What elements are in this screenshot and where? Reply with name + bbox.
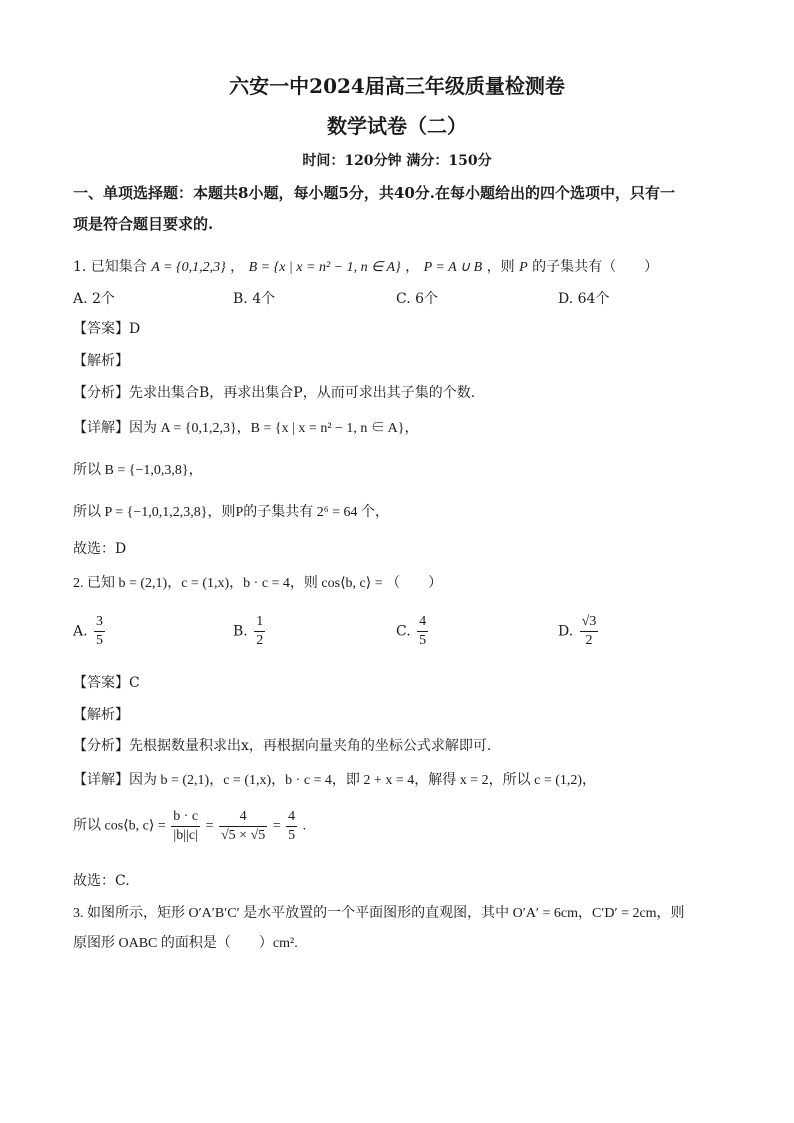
q2-answer-value: C bbox=[129, 675, 140, 691]
q1-detail-2: 所以 B = {−1,0,3,8}， bbox=[73, 463, 203, 478]
q1-detail-1 bbox=[73, 417, 418, 437]
q2-analysis-tag: 【解析】 bbox=[73, 707, 129, 723]
q1-answer bbox=[73, 318, 140, 338]
q2-detail-2-eq: = bbox=[205, 818, 214, 834]
q2-option-a-label: A. bbox=[73, 623, 88, 640]
q2-detail-2-end: . bbox=[302, 818, 307, 834]
q1-fenxi-text: 先求出集合B，再求出集合P，从而可求出其子集的个数. bbox=[129, 385, 476, 401]
section-heading-line2: 项是符合题目要求的. bbox=[73, 215, 214, 233]
q2-detail-2-f2-den: √5 × √5 bbox=[221, 828, 266, 843]
q1-detail-tag: 【详解】 bbox=[73, 420, 129, 436]
q2-option-d-num: √3 bbox=[580, 613, 599, 632]
q1-detail-1-text: 因为 A = {0,1,2,3}，B = {x | x = n² − 1, n ∈ A}， bbox=[129, 421, 419, 436]
q1-analysis-tag: 【解析】 bbox=[73, 353, 129, 369]
q2-detail-2-prefix: 所以 cos⟨b, c⟩ = bbox=[73, 818, 166, 834]
q2-detail-2-f2-num: 4 bbox=[219, 808, 267, 827]
q1-sep1: ， bbox=[230, 259, 245, 275]
q2-answer-tag: 【答案】 bbox=[73, 675, 129, 691]
q2-option-d-frac bbox=[580, 613, 599, 650]
q1-answer-value: D bbox=[129, 321, 141, 337]
q2-conclusion: 故选：C. bbox=[73, 873, 130, 889]
q1-detail-3: 所以 P = {−1,0,1,2,3,8}，则P的子集共有 2⁶ = 64 个， bbox=[73, 505, 390, 520]
q2-option-c bbox=[396, 613, 430, 650]
q1-stem-a: 1. 已知集合 bbox=[73, 259, 147, 275]
q2-option-d bbox=[558, 613, 600, 650]
q2-detail-2-f1-den: |b||c| bbox=[173, 828, 198, 843]
q2-option-a-num: 3 bbox=[94, 613, 105, 632]
q1-fenxi-tag: 【分析】 bbox=[73, 385, 129, 401]
q1-p-var: P bbox=[519, 260, 528, 275]
q2-option-a bbox=[73, 613, 107, 650]
q1-option-b: B. 4个 bbox=[233, 291, 276, 307]
q2-option-c-num: 4 bbox=[417, 613, 428, 632]
q2-option-b-num: 1 bbox=[254, 613, 265, 632]
q3-line1: 3. 如图所示，矩形 O′A′B′C′ 是水平放置的一个平面图形的直观图，其中 O′A′ = 6cm，C′D′ = 2cm，则 bbox=[73, 906, 685, 921]
q1-set-p: P = A ∪ B bbox=[423, 260, 483, 275]
q2-option-b bbox=[233, 613, 267, 650]
school-title: 六安一中2024届高三年级质量检测卷 bbox=[229, 74, 565, 98]
q2-fenxi bbox=[73, 735, 491, 755]
q3-line2: 原图形 OABC 的面积是（ ）cm². bbox=[73, 936, 298, 951]
q2-option-c-den: 5 bbox=[419, 633, 427, 648]
q1-sep2: ， bbox=[405, 259, 420, 275]
time-info: 时间：120分钟 满分：150分 bbox=[302, 153, 492, 169]
q2-detail-2-f1-num: b · c bbox=[171, 808, 200, 827]
q2-option-b-den: 2 bbox=[256, 633, 264, 648]
q2-option-b-frac bbox=[254, 613, 265, 650]
q1-set-b: B = {x | x = n² − 1, n ∈ A} bbox=[248, 260, 401, 275]
q2-detail-2-f3-den: 5 bbox=[288, 828, 296, 843]
q1-option-a: A. 2个 bbox=[73, 291, 115, 307]
q2-detail-2 bbox=[73, 808, 306, 845]
q2-fenxi-text: 先根据数量积求出x，再根据向量夹角的坐标公式求解即可. bbox=[129, 738, 492, 754]
q2-detail-2-f3-num: 4 bbox=[286, 808, 297, 827]
q1-set-a: A = {0,1,2,3} bbox=[151, 260, 226, 275]
exam-title: 数学试卷（二） bbox=[327, 114, 467, 138]
q2-option-c-label: C. bbox=[396, 623, 411, 640]
q2-option-d-label: D. bbox=[558, 623, 574, 640]
q2-answer bbox=[73, 672, 140, 692]
q2-option-a-frac bbox=[94, 613, 105, 650]
q2-detail-2-frac2 bbox=[219, 808, 267, 845]
q2-fenxi-tag: 【分析】 bbox=[73, 738, 129, 754]
section-heading-line1: 一、单项选择题：本题共8小题，每小题5分，共40分.在每小题给出的四个选项中，只有一 bbox=[73, 184, 675, 202]
q2-option-a-den: 5 bbox=[96, 633, 104, 648]
q2-detail-tag: 【详解】 bbox=[73, 772, 129, 788]
q2-option-d-den: 2 bbox=[585, 633, 593, 648]
q2-detail-2-frac1 bbox=[171, 808, 200, 845]
q1-answer-tag: 【答案】 bbox=[73, 321, 129, 337]
q2-detail-2-eq2: = bbox=[272, 818, 281, 834]
q1-conclusion: 故选：D bbox=[73, 541, 127, 557]
q1-stem-b: ，则 bbox=[486, 259, 515, 275]
q1-stem-c: 的子集共有（ ） bbox=[532, 259, 659, 275]
q1-option-c: C. 6个 bbox=[396, 291, 439, 307]
q1-option-d: D. 64个 bbox=[558, 291, 610, 307]
q1-stem bbox=[73, 256, 658, 276]
q2-option-b-label: B. bbox=[233, 623, 248, 640]
q1-fenxi bbox=[73, 382, 475, 402]
q2-detail-1-text: 因为 b = (2,1)，c = (1,x)，b · c = 4，即 2 + x = 4，解得 x = 2，所以 c = (1,2)， bbox=[129, 773, 597, 788]
q2-stem: 2. 已知 b = (2,1)，c = (1,x)，b · c = 4，则 cos⟨b, c⟩ = （ ） bbox=[73, 576, 443, 591]
q2-detail-2-frac3 bbox=[286, 808, 297, 845]
q2-detail-1 bbox=[73, 769, 596, 789]
q2-option-c-frac bbox=[417, 613, 428, 650]
